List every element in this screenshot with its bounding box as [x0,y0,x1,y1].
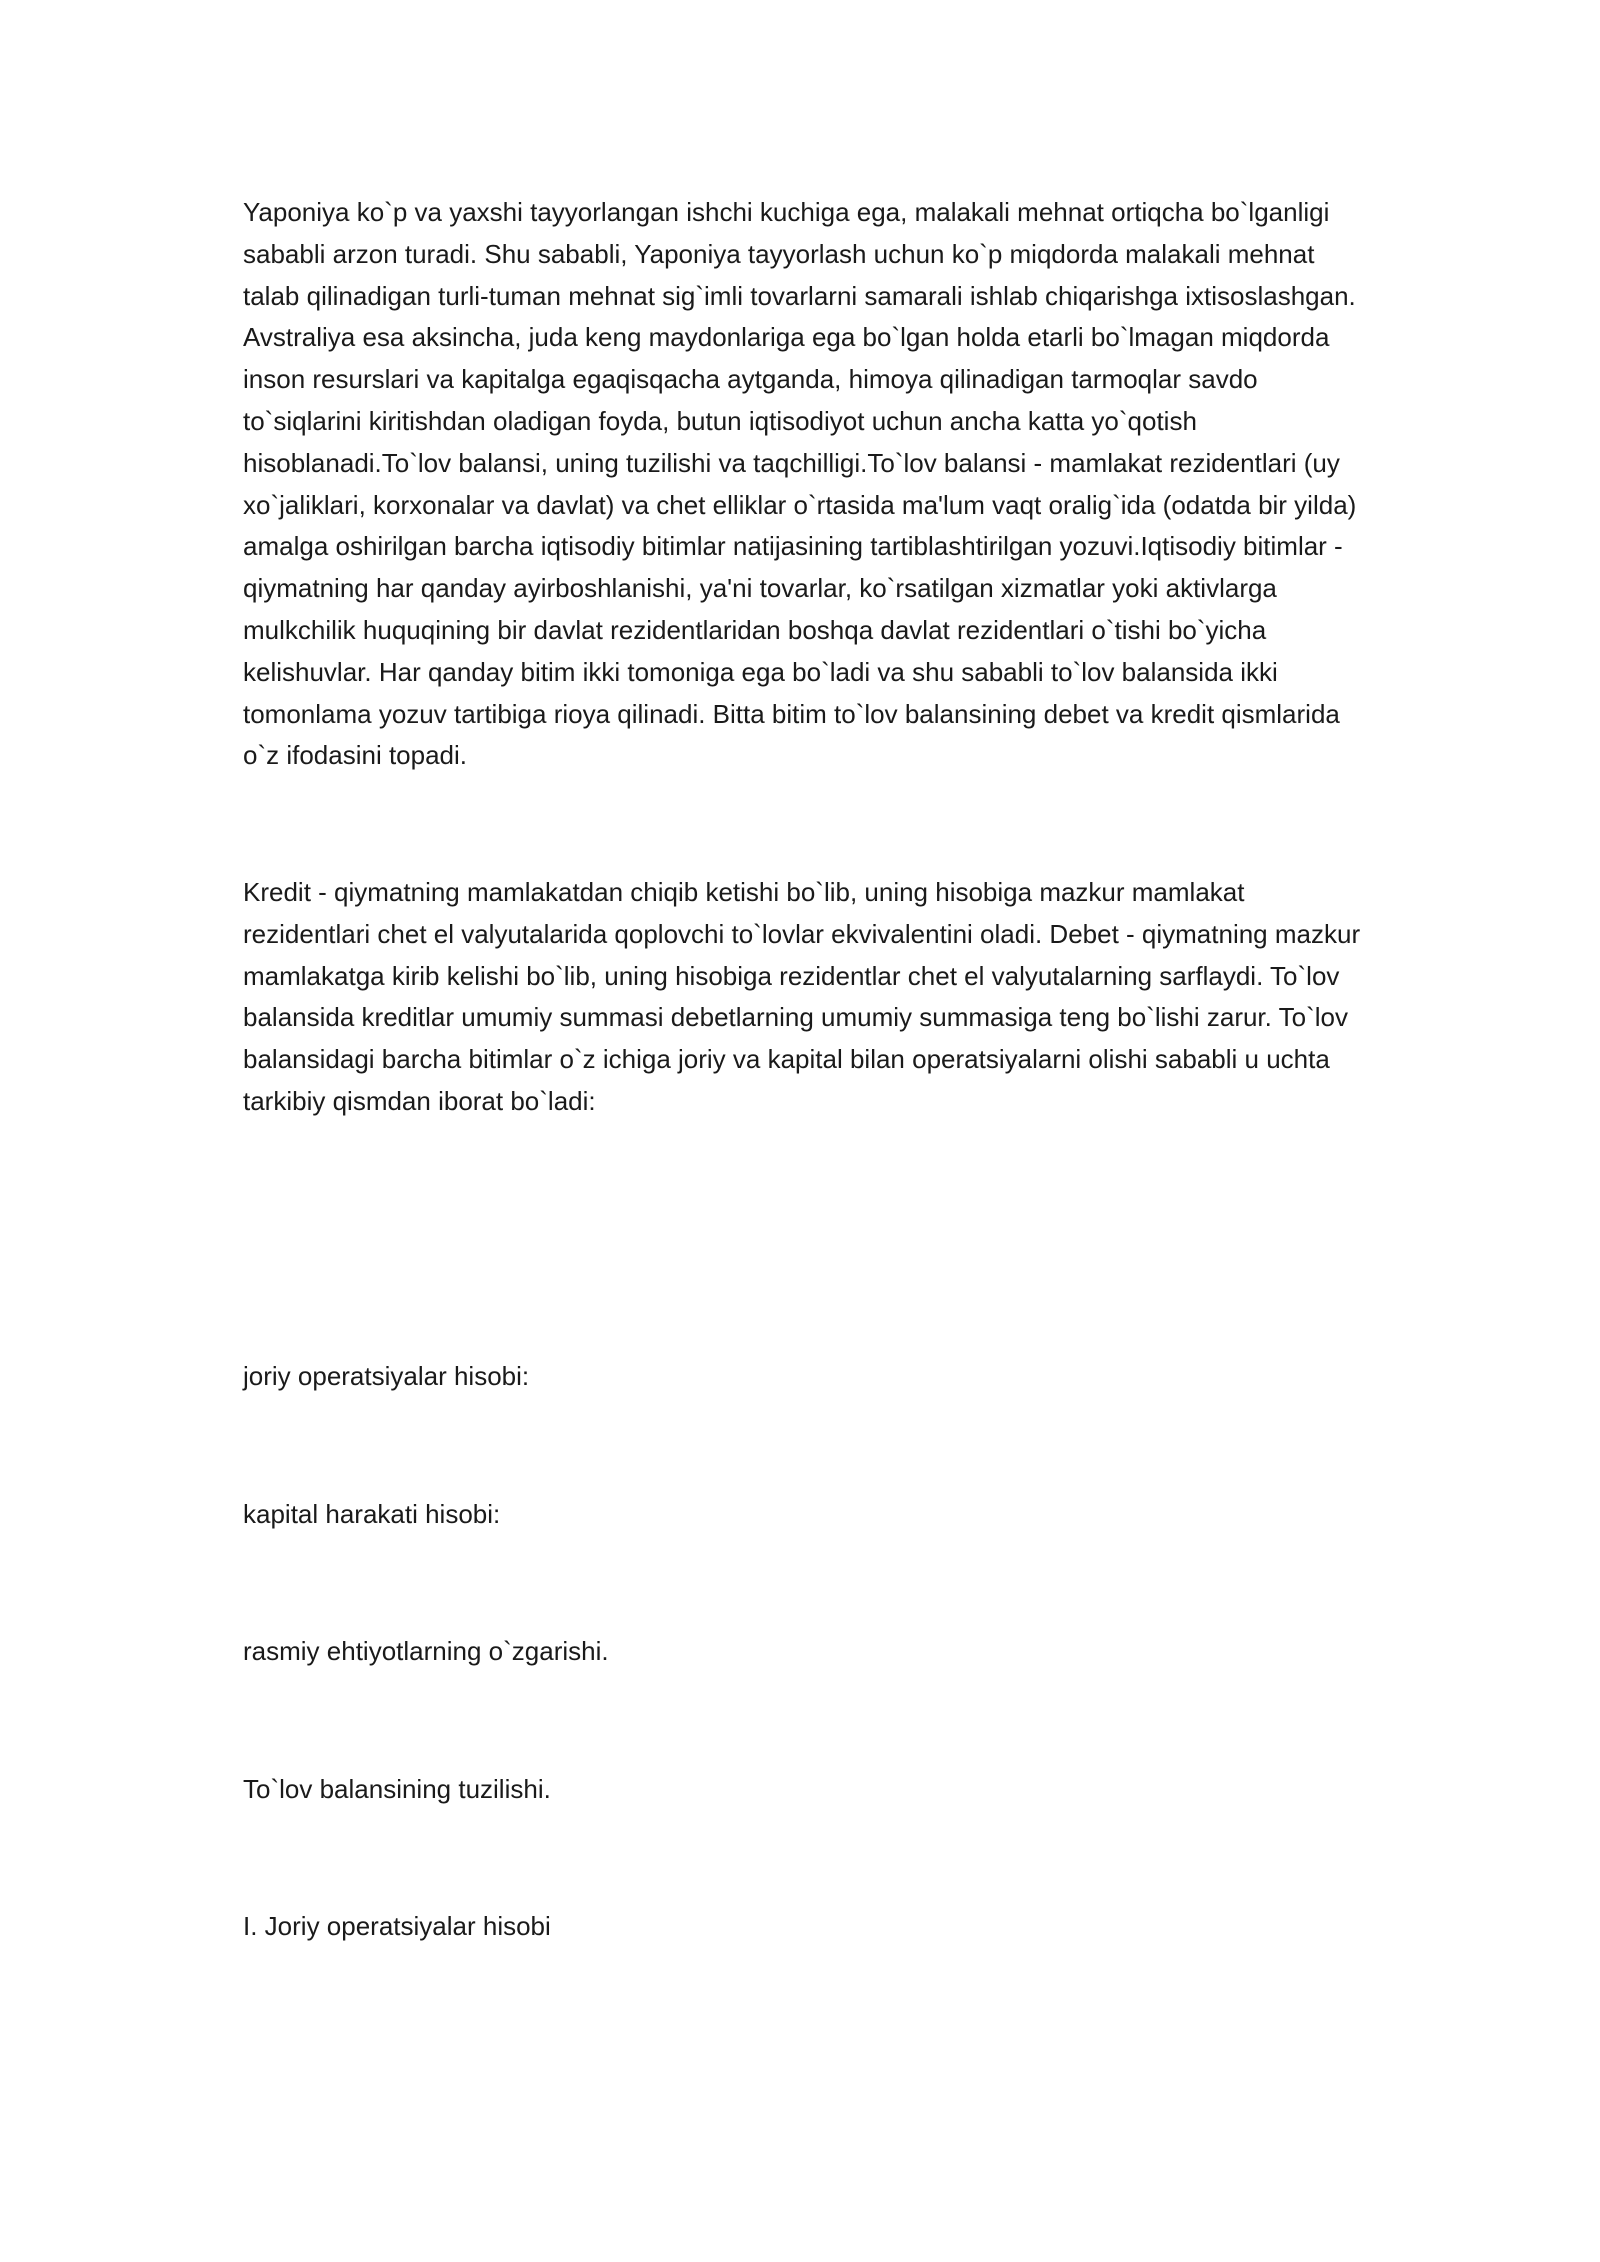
section-heading-current-operations: I. Joriy operatsiyalar hisobi [243,1911,551,1941]
paragraph-intro: Yaponiya ko`p va yaxshi tayyorlangan ishchi kuchiga ega, malakali mehnat ortiqcha bo`lganligi sababli arzon turadi. Shu sababli, Yaponiya tayyorlash uchun ko`p miqdorda malakali mehnat talab qilinadigan turli-tuman mehnat sig`imli tovarlarni samarali ishlab chiqarishga ixtisoslashgan. Avstraliya esa aksincha, juda keng maydonlariga ega bo`lgan holda etarli bo`lmagan miqdorda inson resurslari va kapitalga egaqisqacha aytganda, himoya qilinadigan tarmoqlar savdo to`siqlarini kiritishdan oladigan foyda, butun iqtisodiyot uchun ancha katta yo`qotish hisoblanadi.To`lov balansi, uning tuzilishi va taqchilligi.To`lov balansi - mamlakat rezidentlari (uy xo`jaliklari, korxonalar va davlat) va chet elliklar o`rtasida ma'lum vaqt oralig`ida (odatda bir yilda) amalga oshirilgan barcha iqtisodiy bitimlar natijasining tartiblashtirilgan yozuvi.Iqtisodiy bitimlar - qiymatning har qanday ayirboshlanishi, ya'ni tovarlar, ko`rsatilgan xizmatlar yoki aktivlarga mulkchilik huquqining bir davlat rezidentlaridan boshqa davlat rezidentlari o`tishi bo`yicha kelishuvlar. Har qanday bitim ikki tomoniga ega bo`ladi va shu sababli to`lov balansida ikki tomonlama yozuv tartibiga rioya qilinadi. Bitta bitim to`lov balansining debet va kredit qismlarida o`z ifodasini topadi. [243,197,1357,771]
list-item-capital-account: kapital harakati hisobi: [243,1499,501,1529]
list-item-official-reserves: rasmiy ehtiyotlarning o`zgarishi. [243,1636,609,1666]
paragraph-credit-debit: Kredit - qiymatning mamlakatdan chiqib ketishi bo`lib, uning hisobiga mazkur mamlakat rezidentlari chet el valyutalarida qoplovchi to`lovlar ekvivalentini oladi. Debet - qiymatning mazkur mamlakatga kirib kelishi bo`lib, uning hisobiga rezidentlar chet el valyutalarning sarflaydi. To`lov balansida kreditlar umumiy summasi debetlarning umumiy summasiga teng bo`lishi zarur. To`lov balansidagi barcha bitimlar o`z ichiga joriy va kapital bilan operatsiyalarni olishi sababli u uchta tarkibiy qismdan iborat bo`ladi: [243,877,1361,1116]
list-item-current-account: joriy operatsiyalar hisobi: [243,1361,530,1391]
section-heading-structure: To`lov balansining tuzilishi. [243,1774,551,1804]
